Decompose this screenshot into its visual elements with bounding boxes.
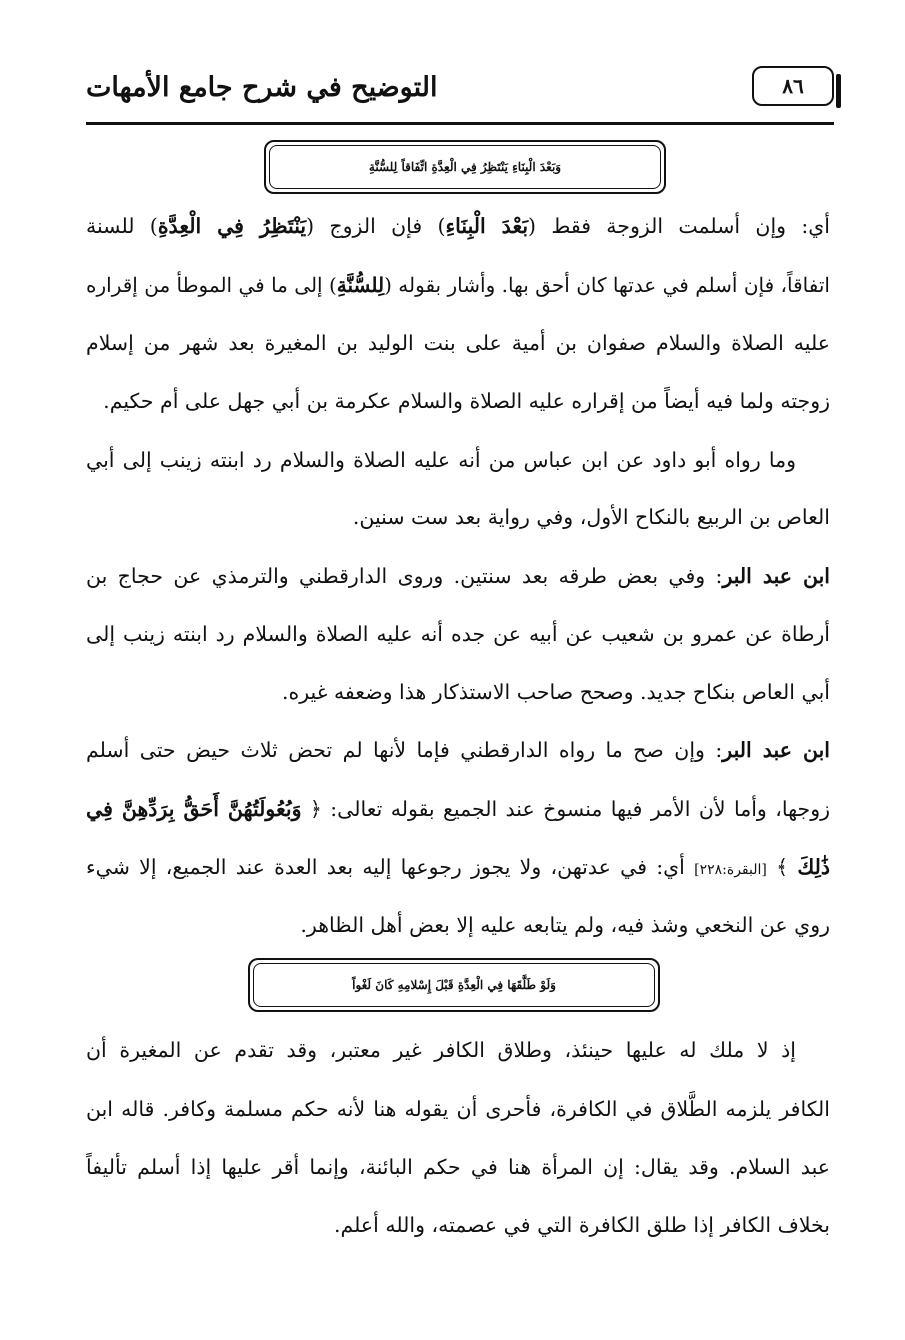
text-segment: ) إلى ما في الموطأ من إقراره: [86, 273, 337, 297]
text-segment: عبد السلام. وقد يقال: إن المرأة هنا في حكم البائنة، وإنما أقر عليها إذا أسلم تأليفاً: [86, 1155, 830, 1179]
text-segment: : وفي بعض طرقه بعد سنتين. وروى الدارقطني والترمذي عن حجاج بن: [86, 564, 723, 588]
text-line: [86, 391, 830, 412]
bold-segment: لِلسُّنَّةِ: [336, 273, 385, 297]
text-line: [86, 216, 830, 237]
bold-segment: يَنْتَظِرُ فِي الْعِدَّةِ: [157, 214, 307, 238]
text-segment: العاص بن الربيع بالنكاح الأول، وفي رواية بعد ست سنين.: [352, 505, 830, 529]
text-line: [86, 1215, 830, 1236]
text-segment: أبي العاص بنكاح جديد. وصحح صاحب الاستذكار هذا وضعفه غيره.: [281, 680, 830, 704]
text-line: [86, 624, 830, 645]
text-segment: روي عن النخعي وشذ فيه، ولم يتابعه عليه إلا بعض أهل الظاهر.: [300, 913, 830, 937]
text-segment: أي: في عدتهن، ولا يجوز رجوعها إليه بعد العدة عند الجميع، إلا شيء: [86, 855, 695, 879]
matn-heading-text: وَبَعْدَ الْبِنَاءِ يَنْتَظِرُ فِي الْعِدَّةِ اتِّفَاقاً لِلسُّنَّةِ: [368, 160, 562, 174]
text-line: [86, 450, 830, 471]
text-segment: ﴾: [766, 855, 798, 879]
bold-segment: ابن عبد البر: [722, 738, 830, 762]
header-rule: [86, 122, 834, 125]
text-segment: الكافر يلزمه الطَّلاق في الكافرة، فأحرى أن يقوله هنا لأنه حكم مسلمة وكافر. قاله ابن: [86, 1097, 830, 1121]
text-segment: أرطاة عن عمرو بن شعيب عن أبيه عن جده أنه عليه الصلاة والسلام رد ابنته زينب إلى: [86, 622, 830, 646]
text-line: [86, 915, 830, 936]
text-segment: زوجته ولما فيه أيضاً من إقراره عليه الصلاة والسلام عكرمة بن أبي جهل على أم حكيم.: [103, 389, 830, 413]
text-segment: إذ لا ملك له عليها حينئذ، وطلاق الكافر غير معتبر، وقد تقدم عن المغيرة أن: [86, 1038, 796, 1062]
text-line: [86, 1099, 830, 1120]
page-header: [86, 66, 834, 118]
text-segment: عليه الصلاة والسلام صفوان بن أمية على بنت الوليد بن المغيرة بعد شهر من إسلام: [86, 331, 830, 355]
text-segment: : وإن صح ما رواه الدارقطني فإما لأنها لم تحض ثلاث حيض حتى أسلم: [86, 738, 723, 762]
text-segment: وما رواه أبو داود عن ابن عباس من أنه عليه الصلاة والسلام رد ابنته زينب إلى أبي: [86, 448, 796, 472]
bold-segment: بَعْدَ الْبِنَاءِ: [445, 214, 529, 238]
text-line: [86, 857, 830, 878]
text-line: [86, 740, 830, 761]
text-segment: [البقرة:٢٢٨]: [694, 862, 767, 878]
text-line: [86, 507, 830, 528]
matn-heading: [264, 140, 666, 194]
matn-heading: [248, 958, 660, 1012]
book-title: التوضيح في شرح جامع الأمهات: [86, 72, 438, 103]
text-line: [86, 566, 830, 587]
text-segment: أي: وإن أسلمت الزوجة فقط (: [528, 214, 830, 238]
text-segment: ) للسنة: [86, 214, 158, 238]
text-segment: بخلاف الكافر إذا طلق الكافرة التي في عصمته، والله أعلم.: [333, 1213, 830, 1237]
text-line: [86, 275, 830, 295]
text-line: [86, 1157, 830, 1178]
page-number: ٨٦: [782, 74, 804, 98]
text-line: [86, 799, 830, 820]
text-segment: اتفاقاً، فإن أسلم في عدتها كان أحق بها. وأشار بقوله (: [384, 273, 830, 297]
text-segment: زوجها، وأما لأن الأمر فيها منسوخ عند الجميع بقوله تعالى: ﴿: [301, 797, 830, 821]
text-line: [86, 333, 830, 354]
text-line: [86, 1040, 830, 1061]
text-segment: ) فإن الزوج (: [306, 214, 446, 238]
bold-segment: ذَٰلِكَ: [797, 855, 831, 879]
matn-heading-text: وَلَوْ طَلَّقَهَا فِي الْعِدَّةِ قَبْلَ إِسْلامِهِ كَانَ لَغْواً: [352, 978, 556, 992]
bold-segment: وَبُعُولَتُهُنَّ أَحَقُّ بِرَدِّهِنَّ فِي: [86, 797, 302, 821]
bold-segment: ابن عبد البر: [722, 564, 830, 588]
text-line: [86, 682, 830, 703]
page-number-box: [752, 66, 834, 106]
